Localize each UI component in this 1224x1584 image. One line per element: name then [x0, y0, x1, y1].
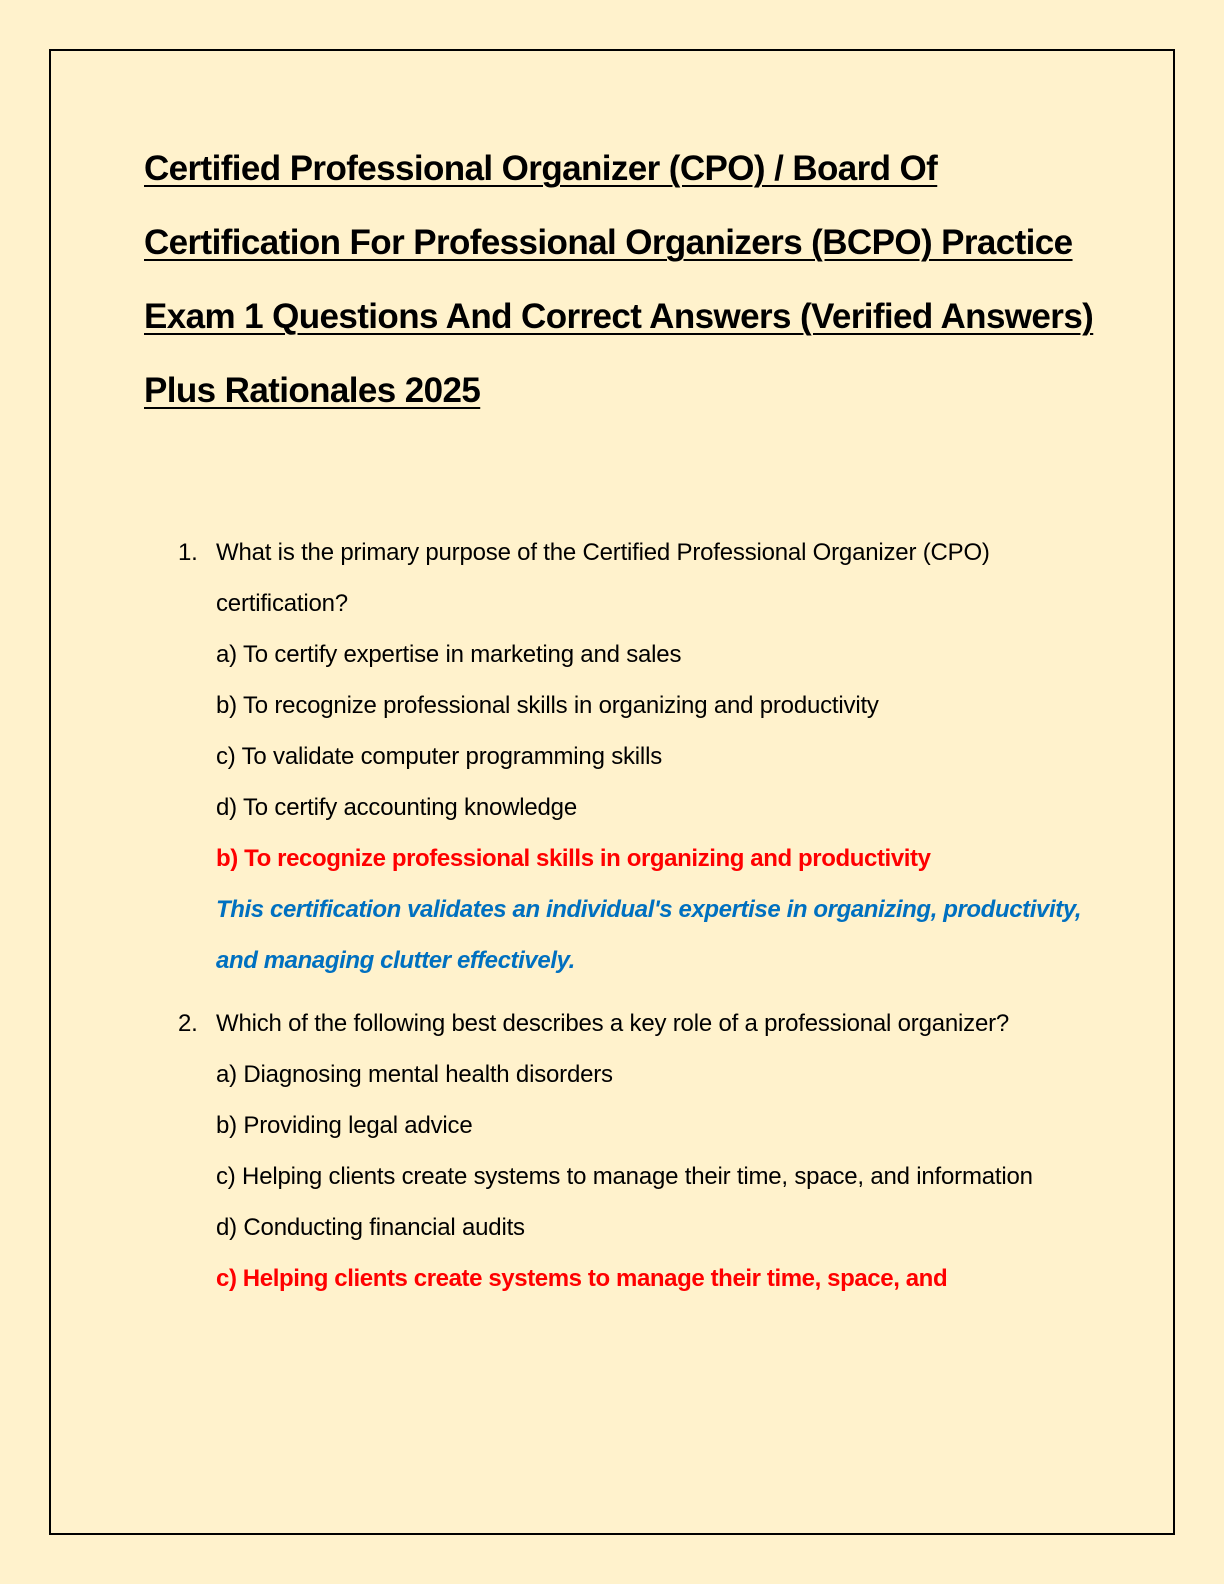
option-b: b) To recognize professional skills in organizing and productivity [216, 692, 879, 719]
question-item [144, 527, 1104, 986]
correct-answer: b) To recognize professional skills in organizing and productivity [216, 845, 931, 872]
question-text: Which of the following best describes a key role of a professional organizer? [216, 1010, 1010, 1037]
option-c: c) To validate computer programming skills [216, 743, 662, 770]
option-a: a) Diagnosing mental health disorders [216, 1061, 613, 1088]
question-number: 1. [178, 539, 198, 566]
option-a: a) To certify expertise in marketing and sales [216, 641, 682, 668]
option-d: d) Conducting financial audits [216, 1214, 525, 1241]
document-title: Certified Professional Organizer (CPO) / Board Of Certification For Professional Organizers (BCPO) Practice Exam 1 Questions And Correct Answers (Verified Answers) Plus Rationales 2025 [144, 149, 1094, 410]
option-c: c) Helping clients create systems to manage their time, space, and information [216, 1163, 1033, 1190]
question-item [144, 998, 1104, 1304]
correct-answer: c) Helping clients create systems to manage their time, space, and [216, 1265, 948, 1292]
option-b: b) Providing legal advice [216, 1112, 473, 1139]
question-number: 2. [178, 1010, 198, 1037]
rationale: This certification validates an individual's expertise in organizing, productivity, and managing clutter effectively. [216, 896, 1082, 974]
question-text: What is the primary purpose of the Certified Professional Organizer (CPO) certification? [216, 539, 990, 617]
option-d: d) To certify accounting knowledge [216, 794, 577, 821]
question-list [144, 527, 1104, 1304]
